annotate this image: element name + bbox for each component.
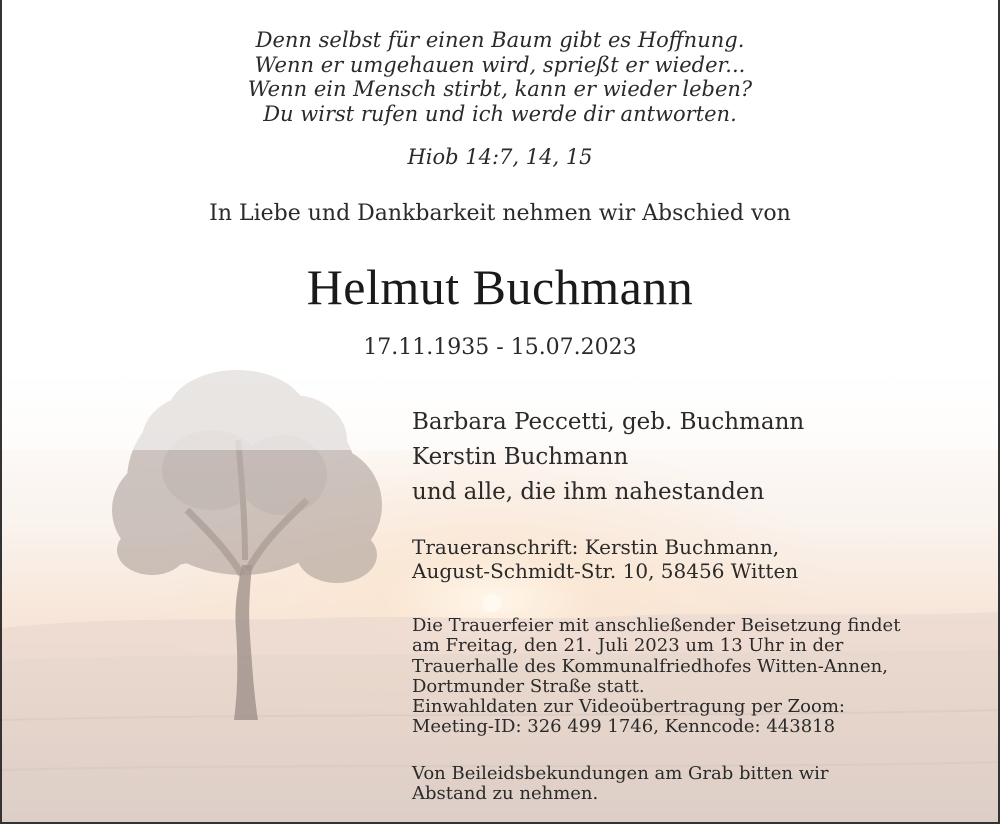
verse-line: Wenn ein Mensch stirbt, kann er wieder leben? [247,77,753,101]
verse-source: Hiob 14:7, 14, 15 [407,145,593,169]
address-line: Traueranschrift: Kerstin Buchmann, [412,535,780,559]
ceremony-line: Einwahldaten zur Videoübertragung per Zoom: [412,696,845,718]
mourners-list [412,405,804,510]
ceremony-line: am Freitag, den 21. Juli 2023 um 13 Uhr in der [412,635,844,657]
closing-note [412,764,829,805]
mourner-line: und alle, die ihm nahestanden [412,479,765,505]
bible-verse [2,28,998,126]
life-dates: 17.11.1935 - 15.07.2023 [363,335,637,360]
intro-text: In Liebe und Dankbarkeit nehmen wir Abschied von [209,201,791,226]
verse-line: Wenn er umgehauen wird, sprießt er wieder... [254,52,746,77]
mourner-line: Barbara Peccetti, geb. Buchmann [412,409,805,435]
verse-line: Du wirst rufen und ich werde dir antworten. [263,101,737,126]
ceremony-line: Meeting-ID: 326 499 1746, Kenncode: 443818 [412,716,836,738]
mourner-line: Kerstin Buchmann [412,444,629,470]
ceremony-line: Die Trauerfeier mit anschließender Beisetzung findet [412,615,901,636]
notice-content [2,0,998,822]
ceremony-line: Dortmunder Straße statt. [412,675,645,697]
closing-line: Von Beileidsbekundungen am Grab bitten wir [412,763,829,784]
deceased-name: Helmut Buchmann [306,259,694,315]
ceremony-details [412,616,900,738]
closing-line: Abstand zu nehmen. [412,783,599,805]
ceremony-line: Trauerhalle des Kommunalfriedhofes Witten-Annen, [412,655,888,677]
verse-line: Denn selbst für einen Baum gibt es Hoffnung. [255,28,745,52]
mourning-address [412,535,798,583]
address-line: August-Schmidt-Str. 10, 58456 Witten [412,559,799,583]
